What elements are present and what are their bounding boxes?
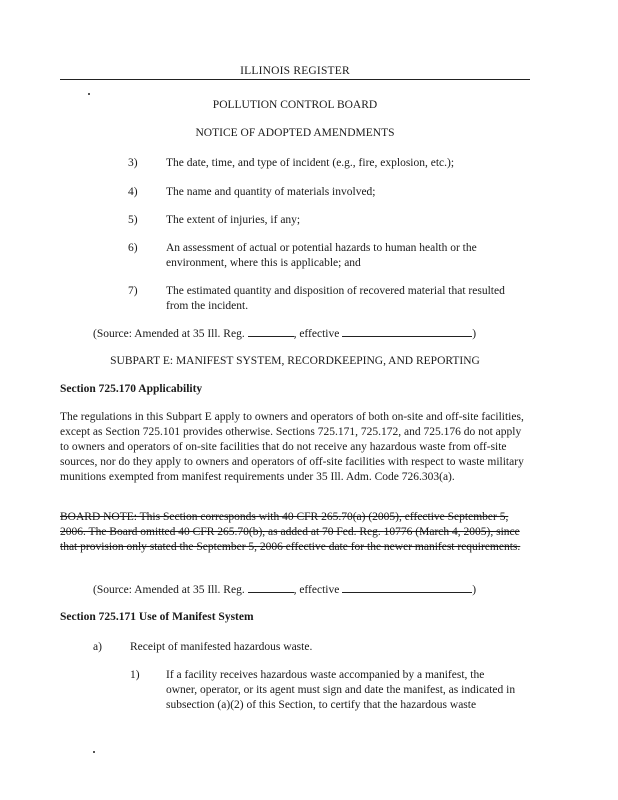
item-number-6: 6): [128, 242, 138, 254]
item-text-4: The name and quantity of materials involved;: [166, 186, 376, 198]
date-blank: [342, 326, 472, 337]
source-citation-1: [93, 326, 476, 342]
date-blank: [342, 582, 472, 593]
subsection-a-text: Receipt of manifested hazardous waste.: [130, 641, 313, 653]
section-170-heading: Section 725.170 Applicability: [60, 383, 203, 395]
source-prefix: (Source: Amended at 35 Ill. Reg.: [93, 328, 245, 340]
scan-speck: [88, 93, 90, 95]
volume-blank: [248, 582, 294, 593]
subpart-heading: SUBPART E: MANIFEST SYSTEM, RECORDKEEPING, AND REPORTING: [110, 355, 480, 367]
subsection-1-label: 1): [130, 669, 140, 681]
item-text-5: The extent of injuries, if any;: [166, 214, 301, 226]
source-effective: , effective: [293, 584, 340, 596]
source-effective: , effective: [293, 328, 340, 340]
source-close: ): [472, 584, 477, 596]
item-number-7: 7): [128, 285, 138, 297]
item-text-6: An assessment of actual or potential hazards to human health or the environment, where this is applicable; and: [166, 242, 477, 269]
board-note-struck: BOARD NOTE: This Section corresponds with 40 CFR 265.70(a) (2005), effective September 5, 2006. The Board omitted 40 CFR 265.70(b), as added at 70 Fed. Reg. 10776 (March 4, 2005), since that provision only stated the September 5, 2006 effective date for the newer manifest requirements.: [60, 511, 521, 553]
item-number-3: 3): [128, 157, 138, 169]
item-text-7: The estimated quantity and disposition of recovered material that resulted from the incident.: [166, 285, 505, 312]
subsection-a-label: a): [93, 641, 102, 653]
agency-name: POLLUTION CONTROL BOARD: [212, 99, 378, 111]
item-number-4: 4): [128, 186, 138, 198]
notice-title: NOTICE OF ADOPTED AMENDMENTS: [195, 127, 395, 139]
section-170-body: The regulations in this Subpart E apply to owners and operators of both on-site and off-site facilities, except as Section 725.101 provides otherwise. Sections 725.171, 725.172, and 725.176 do not apply to owners and operators of on-site facilities that do not receive any hazardous waste from off-site sources, nor do they apply to owners and operators of off-site facilities with respect to waste military munitions exempted from manifest requirements under 35 Ill. Adm. Code 726.303(a).: [60, 411, 524, 483]
source-citation-2: [93, 582, 476, 598]
section-171-heading: Section 725.171 Use of Manifest System: [60, 611, 254, 623]
volume-blank: [248, 326, 294, 337]
source-close: ): [472, 328, 477, 340]
item-text-3: The date, time, and type of incident (e.g., fire, explosion, etc.);: [166, 157, 455, 169]
source-prefix: (Source: Amended at 35 Ill. Reg.: [93, 584, 245, 596]
subsection-1-text: If a facility receives hazardous waste accompanied by a manifest, the owner, operator, or its agent must sign and date the manifest, as indicated in subsection (a)(2) of this Section, to certify that the hazardous waste: [166, 669, 516, 711]
scan-speck: [93, 751, 95, 753]
item-number-5: 5): [128, 214, 138, 226]
register-title: ILLINOIS REGISTER: [240, 65, 350, 77]
header-rule: [60, 79, 530, 80]
